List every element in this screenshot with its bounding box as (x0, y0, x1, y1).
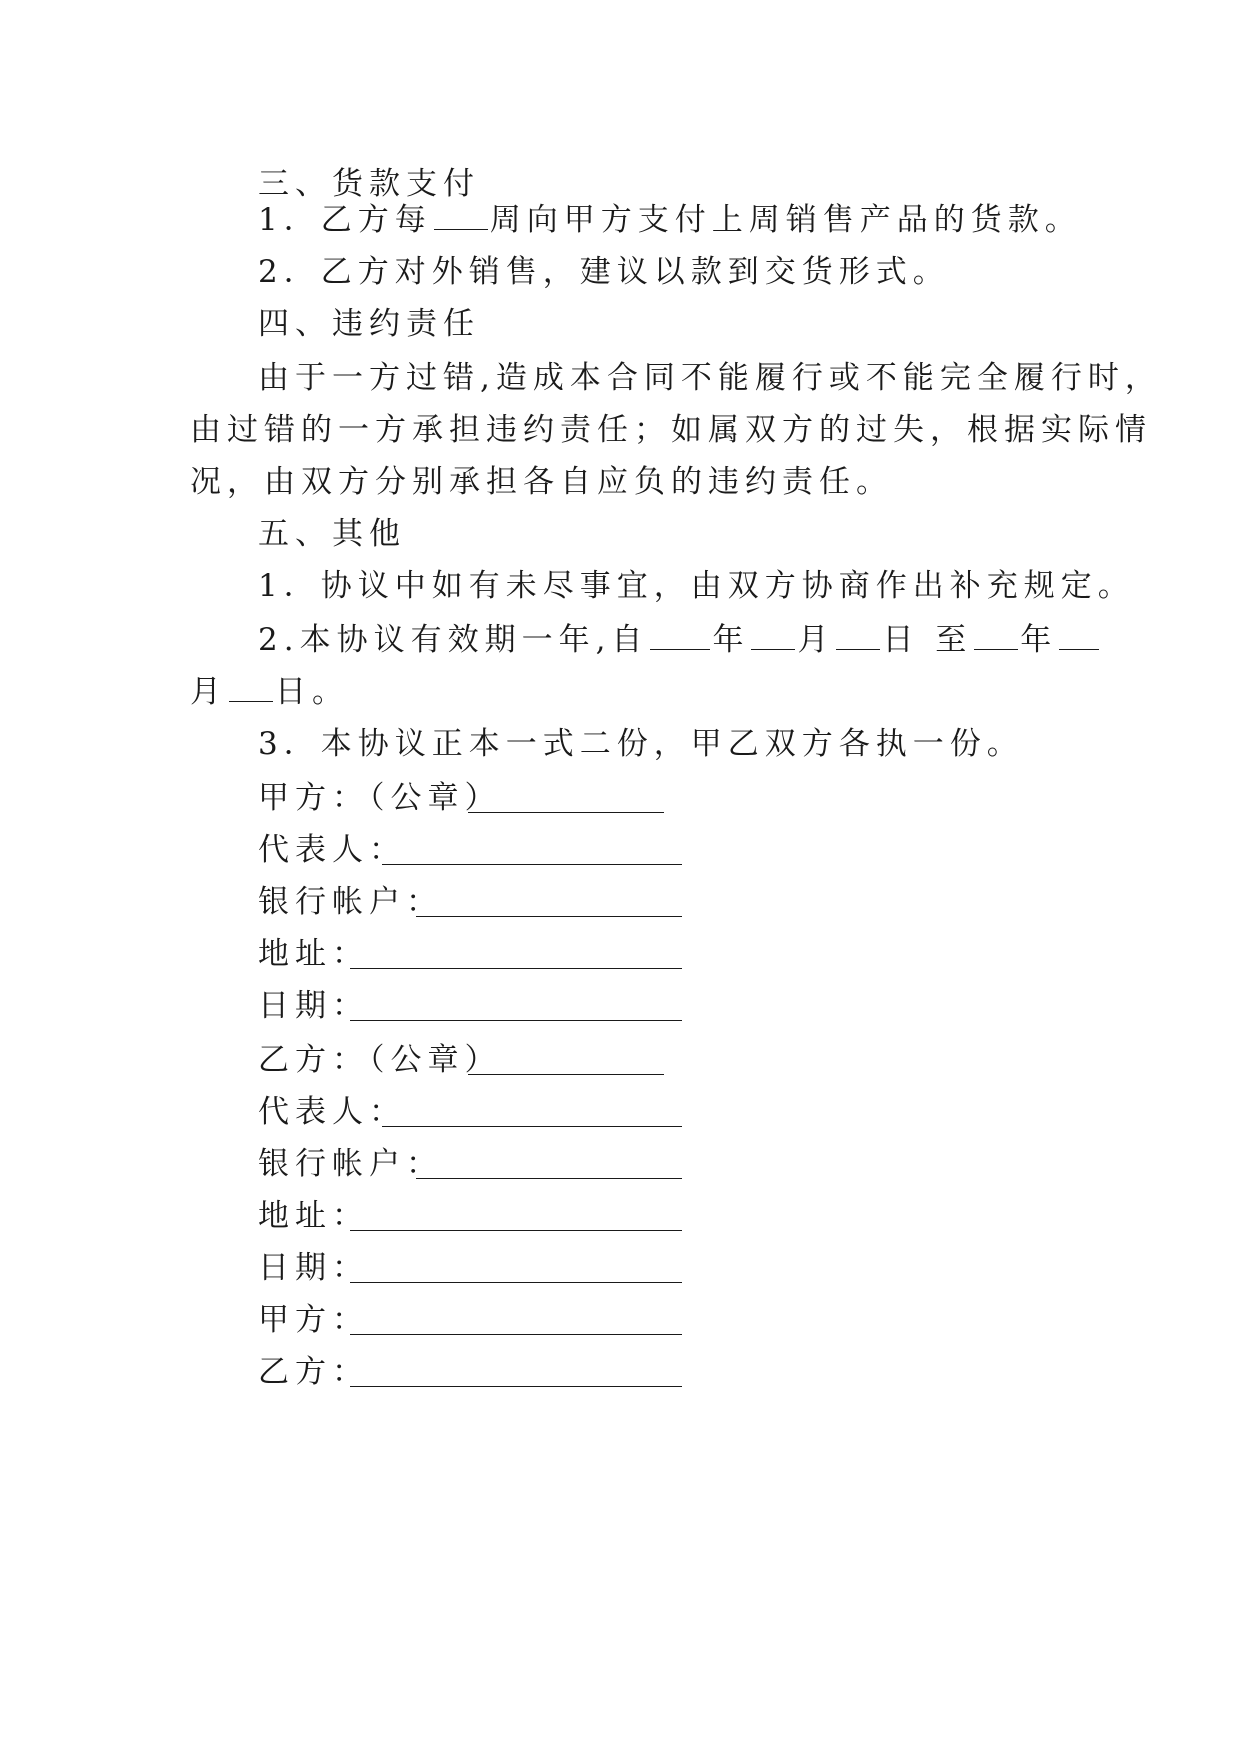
date-b-line[interactable] (350, 1282, 682, 1283)
to-label: 至 (935, 622, 973, 658)
representative-a-label: 代表人： (258, 832, 406, 868)
party-b-seal-line[interactable] (468, 1074, 664, 1075)
party-b-seal-label: 乙方：（公章） (258, 1042, 502, 1078)
end-year-label: 年 (1020, 622, 1058, 658)
party-b-label: 乙方： (258, 1354, 369, 1390)
start-month-blank[interactable] (751, 623, 795, 650)
start-day-blank[interactable] (836, 623, 880, 650)
section-3-item-1 (258, 200, 1082, 240)
end-day-blank[interactable] (229, 675, 273, 702)
section-3-heading: 三、货款支付 (258, 166, 480, 202)
bank-account-a-label: 银行帐户： (258, 884, 443, 920)
party-b-line[interactable] (350, 1386, 682, 1387)
end-month-label: 月 (190, 674, 227, 710)
bank-account-b-line[interactable] (416, 1178, 682, 1179)
section-3-item-1-end: 周向甲方支付上周销售产品的货款。 (489, 202, 1082, 238)
section-4-heading: 四、违约责任 (258, 306, 480, 342)
address-b-label: 地址： (258, 1198, 369, 1234)
bank-account-b-label: 银行帐户： (258, 1146, 443, 1182)
section-5-heading: 五、其他 (258, 516, 406, 552)
weeks-blank[interactable] (434, 203, 488, 230)
end-year-blank[interactable] (974, 623, 1018, 650)
end-day-label: 日。 (275, 674, 349, 710)
address-a-line[interactable] (350, 968, 682, 969)
start-month-label: 月 (797, 622, 835, 658)
start-day-label: 日 (882, 622, 920, 658)
section-5-item-1: 1．协议中如有未尽事宜，由双方协商作出补充规定。 (258, 568, 1135, 604)
party-a-line[interactable] (350, 1334, 682, 1335)
representative-b-label: 代表人： (258, 1094, 406, 1130)
address-b-line[interactable] (350, 1230, 682, 1231)
party-a-label: 甲方： (258, 1302, 369, 1338)
party-a-seal-label: 甲方：（公章） (258, 780, 502, 816)
date-a-label: 日期： (258, 988, 369, 1024)
validity-start-text: 2.本协议有效期一年,自 (258, 622, 649, 658)
date-b-label: 日期： (258, 1250, 369, 1286)
section-5-item-3: 3．本协议正本一式二份，甲乙双方各执一份。 (258, 726, 1024, 762)
section-4-para-line-3: 况，由双方分别承担各自应负的违约责任。 (190, 464, 893, 500)
section-3-item-1-start: 1．乙方每 (258, 202, 432, 238)
section-5-item-2 (258, 620, 1101, 660)
date-a-line[interactable] (350, 1020, 682, 1021)
address-a-label: 地址： (258, 936, 369, 972)
party-a-seal-line[interactable] (468, 812, 664, 813)
section-3-item-2: 2．乙方对外销售，建议以款到交货形式。 (258, 254, 950, 290)
bank-account-a-line[interactable] (416, 916, 682, 917)
section-4-para-line-1: 由于一方过错,造成本合同不能履行或不能完全履行时， (258, 360, 1162, 396)
section-4-para-line-2: 由过错的一方承担违约责任；如属双方的过失，根据实际情 (190, 412, 1152, 448)
representative-b-line[interactable] (382, 1126, 682, 1127)
start-year-label: 年 (712, 622, 750, 658)
representative-a-line[interactable] (382, 864, 682, 865)
section-5-item-2-cont (190, 672, 349, 712)
end-month-blank-a[interactable] (1059, 623, 1099, 650)
start-year-blank[interactable] (650, 623, 710, 650)
